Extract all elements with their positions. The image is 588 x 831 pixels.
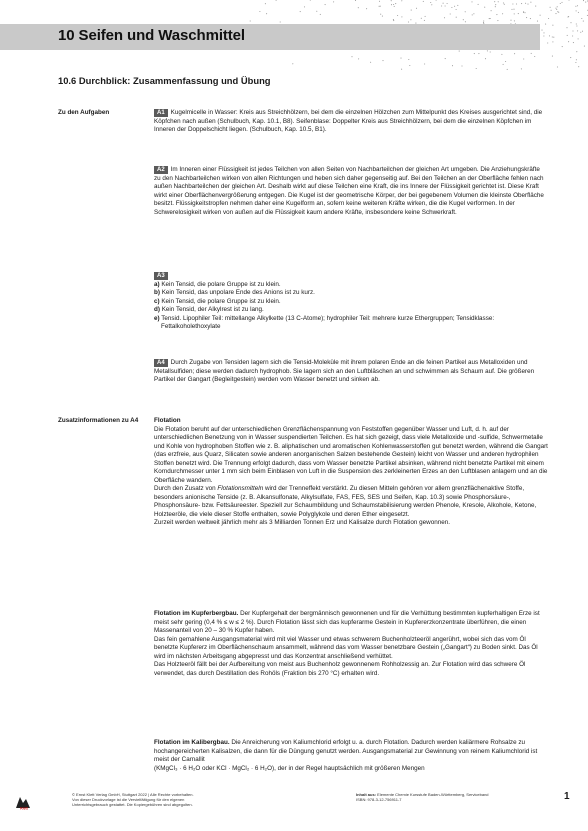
- a3-tag: A3: [154, 272, 168, 280]
- kali-paragraph-1: Flotation im Kalibergbau. Die Anreicherung von Kaliumchlorid erfolgt u. a. durch Flotation. Dadurch werden kaliärmere Rohsalze zu hochangereicherten Kalisalzen, die dann für die Düngung genutzt werden. Ausgangsmaterial zur Gewinnung von reinem Kaliumchlorid ist meist der Carnallit: [154, 739, 538, 763]
- a3-item-b: b) Kein Tensid, das unpolare Ende des Anions ist zu kurz.: [154, 289, 315, 296]
- a3-block: [154, 272, 548, 332]
- flotation-paragraph-3: Zurzeit werden weltweit jährlich mehr als 3 Milliarden Tonnen Erz und Kalisalze durch Flotation gewonnen.: [154, 519, 450, 526]
- svg-text:Klett: Klett: [20, 806, 28, 810]
- a3-item-a: a) Kein Tensid, die polare Gruppe ist zu klein.: [154, 280, 281, 288]
- a4-tag: A4: [154, 359, 168, 367]
- kupfer-block: [154, 610, 548, 678]
- section-title: 10.6 Durchblick: Zusammenfassung und Übung: [58, 75, 271, 86]
- kupfer-paragraph-1: Flotation im Kupferbergbau. Der Kupfergehalt der bergmännisch gewonnenen und für die Verhüttung bestimmten kupferhaltigen Erze ist meist sehr gering (0,4 % ≤ w ≤ 2 %). Durch Flotation lässt sich das kupferarme Gestein in Kupfererzkonzentrate überführen, die einen Massenanteil von 20 – 30 % Kupfer haben.: [154, 610, 540, 634]
- kali-paragraph-2: (KMgCl₃ · 6 H₂O oder KCl · MgCl₂ · 6 H₂O), der in der Regel hauptsächlich mit größeren Mengen: [154, 764, 425, 772]
- zusatz-label: Zusatzinformationen zu A4: [58, 417, 139, 424]
- a3-item-d: d) Kein Tensid, der Alkylrest ist zu lang.: [154, 306, 264, 313]
- page-number: 1: [564, 791, 570, 802]
- a3-item-c: c) Kein Tensid, die polare Gruppe ist zu klein.: [154, 297, 281, 305]
- a2-text: Im Inneren einer Flüssigkeit ist jedes Teilchen von allen Seiten von Nachbarteilchen der gleichen Art umgeben. Die Anziehungskräfte zu den Nachbarteilchen wirken von allen Richtungen und heben sich daher gegenseitig auf. Bei den Teilchen an der Oberfläche fehlen nach außen Nachbarteilchen der gleichen Art. Deshalb wirkt auf diese Teilchen eine Kraft, die ins Innere der Flüssigkeit gerichtet ist. Diese Kraft wirkt einer Oberflächenvergrößerung entgegen. Die Kugel ist der geometrische Körper, der bei gegebenem Volumen die kleinste Oberfläche besitzt. Flüssigkeitstropfen nehmen daher eine Kugelform an, sofern keine weiteren Kräfte wirken, die die Kugel verformen. In der Schwerelosigkeit wirken von außen auf die Flüssigkeit kaum andere Kräfte, insbesondere keine Schwerkraft.: [154, 166, 544, 216]
- a2-tag: A2: [154, 166, 168, 174]
- kupfer-paragraph-2: Das fein gemahlene Ausgangsmaterial wird mit viel Wasser und etwas schwerem Buchenholzteeröl angerührt, wobei sich das vom Öl benetzte Kupfererz im Oberflächenschaum ansammelt, während das vom Wasser benetzbare Gestein („Gangart“) zu Boden sinkt. Das Öl wird im nächsten Arbeitsgang abgepresst und das Konzentrat anschließend verhüttet.: [154, 635, 538, 660]
- kali-block: [154, 739, 548, 773]
- footer-source: Inhalt aus: Elemente Chemie Kursstufe Baden-Württemberg, Serviceband ISBN: 978-3-12-756911-7: [356, 792, 489, 802]
- aufgaben-label: Zu den Aufgaben: [58, 109, 110, 116]
- flotation-heading: Flotation: [154, 417, 181, 424]
- a1-block: [154, 109, 548, 135]
- a3-item-e: e) Tensid. Lipophiler Teil: mittellange Alkylkette (13 C-Atome); hydrophiler Teil: mehrere kurze Ethergruppen; Tensidklasse: Fettalkoholethoxylate: [154, 314, 495, 330]
- a1-text: Kugelmicelle in Wasser: Kreis aus Streichhölzern, bei dem die einzelnen Hölzchen zum Mittelpunkt des Kreises ausgerichtet sind, die Köpfchen nach außen (Schulbuch, Kap. 10.1, B8). Seifenblase: Doppelter Kreis aus Streichhölzern, bei dem die einzelnen Köpfchen im Inneren der Doppelschicht liegen. (Schulbuch, Kap. 10.5, B1).: [154, 109, 543, 133]
- chapter-title: 10 Seifen und Waschmittel: [58, 27, 245, 44]
- flotation-paragraph-2: Durch den Zusatz von Flotationsmitteln wird der Trenneffekt verstärkt. Zu diesen Mitteln gehören vor allem grenzflächenaktive Stoffe, besonders anionische Tenside (z. B. Alkansulfonate, Alkylsulfate, FAS, FES, SES und Seifen, Kap. 10.3) sowie Phosphorsäure-, Phosphonsäure- bzw. Fettsäureester. Speziell zur Schaumbildung und Schaumstabilisierung werden Phenole, Kresole, Alkohole, Ketone, Holzteeröle, die viele dieser Stoffe enthalten, sowie Polyglykole und deren Ether eingesetzt.: [154, 485, 537, 518]
- kupfer-paragraph-3: Das Holzteeröl fällt bei der Aufbereitung von meist aus Buchenholz gewonnenem Rohholzessig an. Zur Flotation wird das schwere Öl verwendet, das durch Destillation des Rohöls (Fraktion bis 270 °C) erhalten wird.: [154, 661, 526, 677]
- flotation-block: [154, 417, 548, 528]
- klett-logo: [14, 794, 34, 810]
- a2-block: [154, 166, 548, 217]
- flotation-paragraph-1: Die Flotation beruht auf der unterschiedlichen Grenzflächenspannung von Feststoffen gegenüber Wasser und Luft, d. h. auf der unterschiedlichen Benetzung von in Wasser suspendierten Teilchen. Es hat sich gezeigt, dass viele Metalloxide und -sulfide, Schwermetalle und Kohle von hydrophoben Stoffen wie z. B. aliphatischen und aromatischen Kohlenwasserstoffen gut benetzt werden, während die Gangart (das erzfreie, aus Quarz, Silicaten sowie anderen anorganischen Salzen bestehende Gestein) leicht von Wasser und anderen hydrophilen Stoffen benetzt wird. Die Trennung erfolgt dadurch, dass vom Wasser benetzte Partikel absinken, während nicht benetzte Partikel mit einem Korndurchmesser unter 1 mm sich beim Einblasen von Luft in die Suspension des zerkleinerten Erzes an den Luftblasen anlagern und an die Oberfläche wandern.: [154, 425, 548, 484]
- a4-block: [154, 359, 548, 385]
- footer-copyright: © Ernst Klett Verlag GmbH, Stuttgart 2022 | Alle Rechte vorbehalten. Von dieser Druckvorlage ist die Vervielfältigung für den eigenen Unterrichtsgebrauch gestattet. Die Kopiergebühren sind abgegolten.: [72, 792, 194, 807]
- a4-text: Durch Zugabe von Tensiden lagern sich die Tensid-Moleküle mit ihrem polaren Ende an die feinen Partikel aus Metalloxiden und Metallsulfiden; diese werden dadurch hydrophob. Sie lagern sich an den Luftbläschen an und schwimmen als Schaum auf. Die größeren Partikel der Gangart (Begleitgestein) werden vom Wasser benetzt und sinken ab.: [154, 359, 535, 383]
- a1-tag: A1: [154, 109, 168, 117]
